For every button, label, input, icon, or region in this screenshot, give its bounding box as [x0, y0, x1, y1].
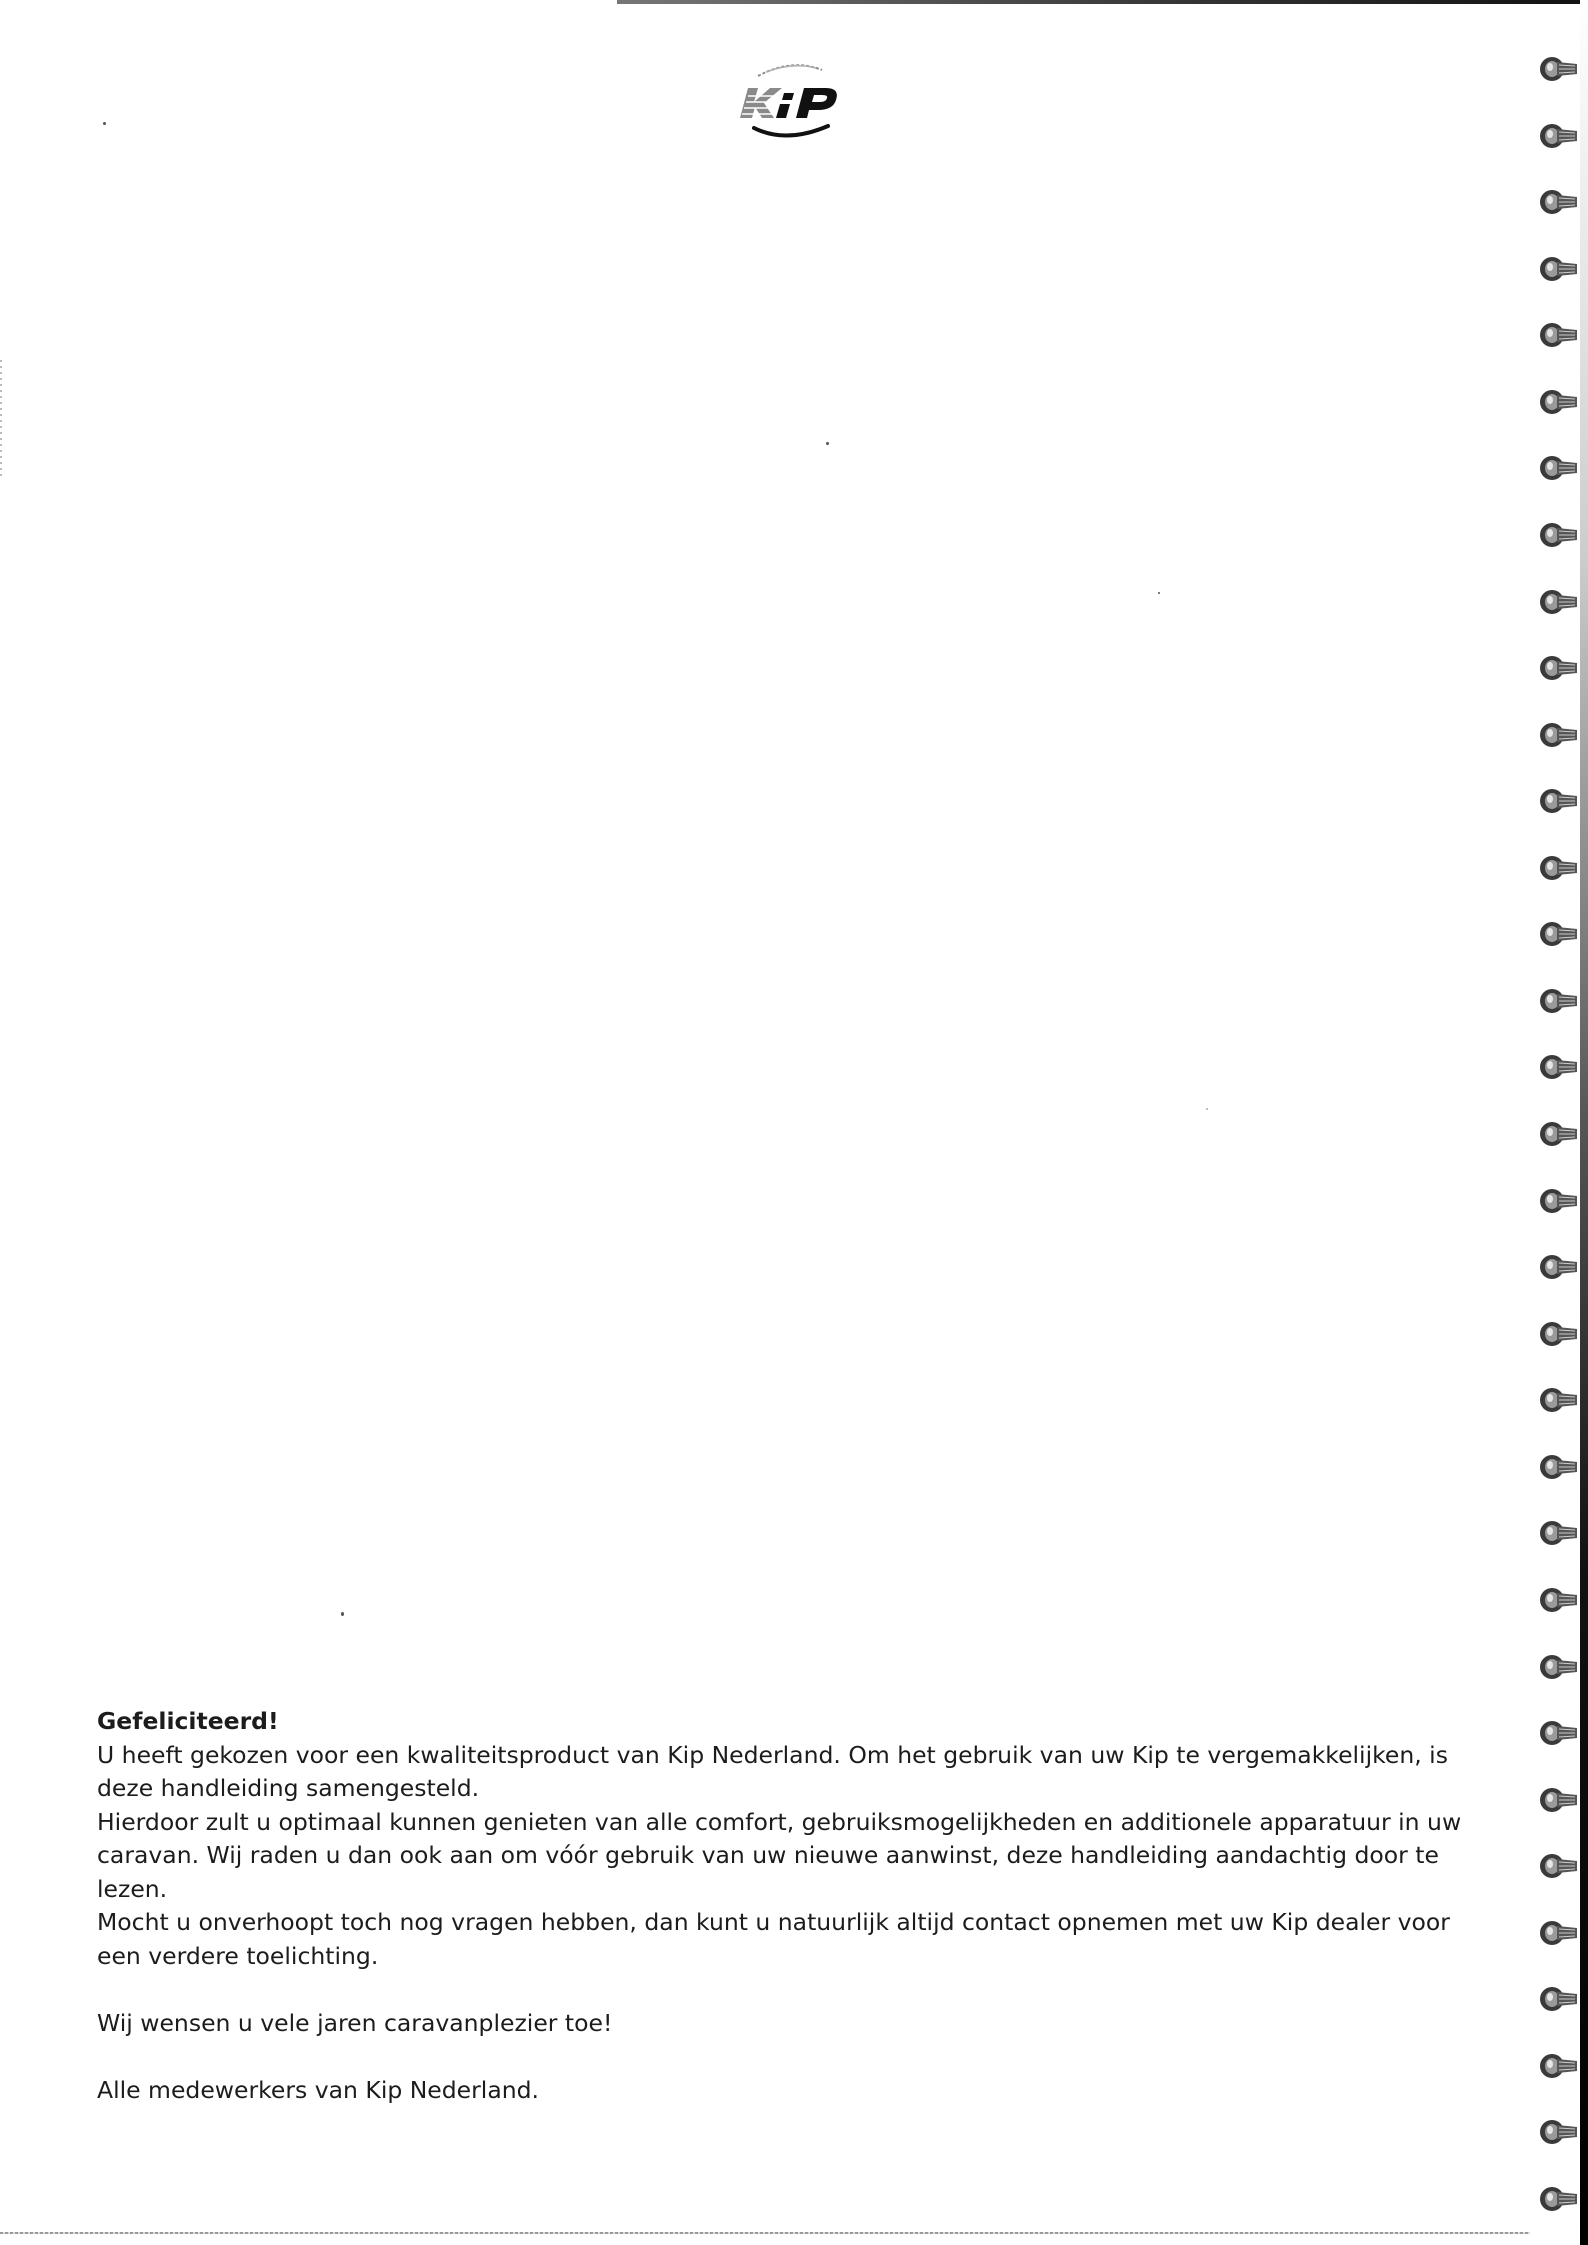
binding-ring	[1537, 984, 1583, 1018]
binding-ring	[1537, 1516, 1583, 1550]
letter-heading: Gefeliciteerd!	[97, 1707, 279, 1735]
binding-ring	[1537, 2049, 1583, 2083]
scan-speck	[1206, 1108, 1208, 1110]
spiral-binding	[1537, 52, 1585, 2232]
binding-ring	[1537, 917, 1583, 951]
binding-ring	[1537, 2182, 1583, 2216]
binding-ring	[1537, 651, 1583, 685]
binding-ring	[1537, 2115, 1583, 2149]
binding-ring	[1537, 1317, 1583, 1351]
top-edge-rule	[617, 0, 1588, 4]
letter-signature: Alle medewerkers van Kip Nederland.	[97, 2075, 540, 2104]
binding-ring	[1537, 1716, 1583, 1750]
scan-speck	[103, 122, 106, 125]
scan-speck	[341, 1612, 344, 1616]
left-edge-marks	[0, 360, 2, 480]
binding-ring	[1537, 1650, 1583, 1684]
binding-ring	[1537, 119, 1583, 153]
binding-ring	[1537, 1250, 1583, 1284]
binding-ring	[1537, 1050, 1583, 1084]
binding-ring	[1537, 1117, 1583, 1151]
scan-speck	[826, 442, 829, 445]
scan-speck	[1158, 592, 1160, 594]
letter-paragraph-enjoy: Hierdoor zult u optimaal kunnen genieten van alle comfort, gebruiksmogelijkheden en additionele apparatuur in uw caravan. Wij raden u dan ook aan om vóór gebruik van uw nieuwe aanwinst, deze handleiding aandachtig door te lezen.	[97, 1807, 1462, 1903]
binding-ring	[1537, 585, 1583, 619]
binding-ring	[1537, 1383, 1583, 1417]
binding-ring	[1537, 1783, 1583, 1817]
binding-ring	[1537, 1450, 1583, 1484]
binding-ring	[1537, 1849, 1583, 1883]
binding-ring	[1537, 185, 1583, 219]
binding-ring	[1537, 718, 1583, 752]
letter-wish: Wij wensen u vele jaren caravanplezier toe!	[97, 2008, 613, 2037]
binding-ring	[1537, 385, 1583, 419]
binding-ring	[1537, 451, 1583, 485]
binding-ring	[1537, 1982, 1583, 2016]
letter-paragraph-questions: Mocht u onverhoopt toch nog vragen hebben, dan kunt u natuurlijk altijd contact opnemen met uw Kip dealer voor een verdere toelichting.	[97, 1908, 1450, 1970]
binding-ring	[1537, 784, 1583, 818]
bottom-edge-rule	[0, 2232, 1530, 2234]
binding-ring	[1537, 1916, 1583, 1950]
welcome-letter	[97, 1705, 1467, 2107]
binding-ring	[1537, 1184, 1583, 1218]
binding-ring	[1537, 318, 1583, 352]
binding-ring	[1537, 518, 1583, 552]
kip-logo	[736, 58, 848, 146]
binding-ring	[1537, 252, 1583, 286]
letter-paragraph-intro: U heeft gekozen voor een kwaliteitsproduct van Kip Nederland. Om het gebruik van uw Kip te vergemakkelijken, is deze handleiding samengesteld.	[97, 1740, 1448, 1802]
binding-ring	[1537, 1583, 1583, 1617]
binding-ring	[1537, 52, 1583, 86]
binding-ring	[1537, 851, 1583, 885]
